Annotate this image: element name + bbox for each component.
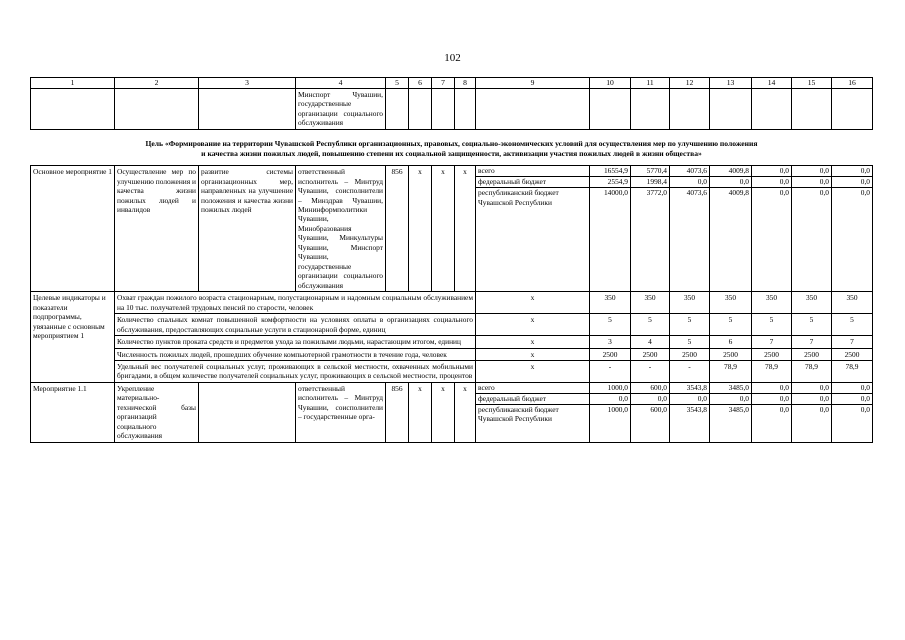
event-description: Осуществление мер по улучшению положения и качества жизни пожилых людей и инвалидов (115, 166, 199, 292)
column-number: 6 (409, 78, 432, 89)
column-number: 3 (199, 78, 296, 89)
indicator-value: 5 (792, 314, 832, 336)
column-number: 13 (710, 78, 752, 89)
indicator-value: 6 (710, 336, 752, 348)
indicator-value: 350 (792, 292, 832, 314)
indicator-row (31, 361, 873, 383)
indicator-value: 7 (832, 336, 873, 348)
funding-values (752, 166, 792, 292)
budget-code: 856 (386, 166, 409, 292)
funding-source: республиканский бюджет Чувашской Республики (478, 404, 559, 424)
indicator-value: 3 (590, 336, 631, 348)
funding-value: 0,0 (832, 166, 872, 177)
funding-value: 16554,9 (590, 166, 630, 177)
funding-value: 0,0 (792, 394, 831, 405)
event-description: Укрепление материально-технической базы организаций социального обслуживания (115, 382, 199, 442)
funding-value: 4009,8 (710, 166, 751, 177)
indicator-value: 5 (670, 336, 710, 348)
funding-value: 0,0 (752, 383, 791, 394)
funding-value: 600,0 (650, 404, 667, 414)
indicator-value: 350 (710, 292, 752, 314)
event-name: Мероприятие 1.1 (31, 382, 115, 442)
indicator-mark: x (476, 292, 590, 314)
funding-value: 0,0 (670, 394, 709, 405)
indicator-value: 350 (670, 292, 710, 314)
code-mark: x (409, 382, 432, 442)
funding-sources (476, 382, 590, 442)
column-number: 12 (670, 78, 710, 89)
funding-values (670, 382, 710, 442)
funding-value: 0,0 (631, 394, 669, 405)
indicator-mark: x (476, 314, 590, 336)
indicator-row (31, 314, 873, 336)
column-number: 1 (31, 78, 115, 89)
funding-values (631, 166, 670, 292)
funding-value: 0,0 (752, 177, 791, 188)
column-number: 5 (386, 78, 409, 89)
column-number: 14 (752, 78, 792, 89)
column-number: 7 (432, 78, 455, 89)
goal-line-2: и качества жизни пожилых людей, повышению степени их социальной защищенности, активизации участия пожилых людей в жизни общества» (201, 148, 702, 158)
indicator-value: 350 (631, 292, 670, 314)
page-number: 102 (444, 52, 461, 64)
event-executors: ответственный исполнитель – Минтруд Чувашии, соисполнители – Минздрав Чувашии, Мининформполитики Чувашии, Минобразования Чувашии, Минкультуры Чувашии, Минспорт Чувашии, государственные организации социального обслуживания (296, 166, 386, 292)
indicator-value: 7 (792, 336, 832, 348)
indicator-value: 5 (670, 314, 710, 336)
goal-row (31, 129, 873, 166)
funding-value: 3485,0 (710, 383, 751, 394)
funding-value: 3485,0 (728, 404, 749, 414)
indicator-value: 350 (752, 292, 792, 314)
column-number: 15 (792, 78, 832, 89)
indicator-mark: x (476, 336, 590, 348)
funding-value: 1000,0 (607, 404, 628, 414)
indicator-value: - (670, 361, 710, 383)
goal-line-1: Цель «Формирование на территории Чувашской Республики организационных, правовых, социально-экономических условий для осуществления мер по улучшению положения (145, 138, 758, 148)
indicator-value: 78,9 (832, 361, 873, 383)
funding-source: всего (476, 383, 589, 394)
event-1-1-row (31, 382, 873, 442)
program-table (30, 77, 873, 443)
indicator-text: Количество пунктов проката средств и предметов ухода за пожилыми людьми, нарастающим итогом, единиц (115, 336, 476, 348)
indicator-value: 5 (752, 314, 792, 336)
indicator-text: Количество спальных комнат повышенной комфортности на условиях оплаты в организациях социального обслуживания, предоставляющих социальные услуги в стационарной форме, единиц (115, 314, 476, 336)
funding-values (752, 382, 792, 442)
indicator-value: 2500 (590, 348, 631, 360)
indicator-value: 2500 (792, 348, 832, 360)
funding-values (710, 166, 752, 292)
column-number: 10 (590, 78, 631, 89)
indicator-value: 2500 (752, 348, 792, 360)
funding-value: 0,0 (860, 404, 870, 414)
column-number: 11 (631, 78, 670, 89)
indicator-mark: x (476, 361, 590, 383)
funding-value: 3543,8 (686, 404, 707, 414)
funding-value: 0,0 (710, 394, 751, 405)
funding-value: 4073,6 (670, 166, 709, 177)
indicator-value: 350 (590, 292, 631, 314)
funding-value: 1000,0 (590, 383, 630, 394)
funding-value: 5770,4 (631, 166, 669, 177)
funding-value: 0,0 (779, 404, 789, 414)
column-number: 2 (115, 78, 199, 89)
funding-value: 0,0 (819, 404, 829, 414)
event-direction: развитие системы организационных мер, направленных на улучшение положения и качества жизни пожилых людей (199, 166, 296, 292)
event-executors: ответственный исполнитель – Минтруд Чувашии, соисполнители – государственные орга- (296, 382, 386, 442)
funding-source: федеральный бюджет (476, 394, 589, 405)
event-name: Основное мероприятие 1 (31, 166, 115, 292)
indicator-row (31, 336, 873, 348)
funding-values (631, 382, 670, 442)
budget-code: 856 (386, 382, 409, 442)
indicator-value: 78,9 (710, 361, 752, 383)
funding-value: 0,0 (792, 177, 831, 188)
column-number: 8 (455, 78, 476, 89)
indicator-value: 7 (752, 336, 792, 348)
funding-source: федеральный бюджет (476, 177, 589, 188)
funding-source: всего (476, 166, 589, 177)
code-mark: x (432, 382, 455, 442)
funding-value: 0,0 (832, 383, 872, 394)
funding-value: 1998,4 (631, 177, 669, 188)
indicator-text: Удельный вес получателей социальных услуг, проживающих в сельской местности, охваченных мобильными бригадами, в общем количестве получателей социальных услуг, проживающих в сельской местности, процентов (115, 361, 476, 383)
code-mark: x (455, 166, 476, 292)
column-number: 16 (832, 78, 873, 89)
indicator-value: 5 (832, 314, 873, 336)
indicator-value: 2500 (670, 348, 710, 360)
event-direction (199, 382, 296, 442)
indicator-value: 2500 (832, 348, 873, 360)
funding-sources (476, 166, 590, 292)
funding-values (710, 382, 752, 442)
funding-value: 0,0 (860, 188, 870, 198)
funding-value: 0,0 (752, 166, 791, 177)
funding-value: 0,0 (792, 383, 831, 394)
indicator-mark: x (476, 348, 590, 360)
indicator-text: Численность пожилых людей, прошедших обучение компьютерной грамотности в течение года, человек (115, 348, 476, 360)
funding-value: 0,0 (710, 177, 751, 188)
indicator-row (31, 292, 873, 314)
indicator-value: 5 (710, 314, 752, 336)
main-event-row (31, 166, 873, 292)
column-number: 9 (476, 78, 590, 89)
funding-value: 0,0 (832, 177, 872, 188)
funding-value: 4073,6 (686, 188, 707, 198)
funding-values (792, 382, 832, 442)
code-mark: x (432, 166, 455, 292)
indicator-value: - (631, 361, 670, 383)
funding-value: 0,0 (752, 394, 791, 405)
funding-source: республиканский бюджет Чувашской Республики (478, 188, 559, 207)
funding-value: 600,0 (631, 383, 669, 394)
funding-values (832, 166, 873, 292)
funding-value: 3772,0 (646, 188, 667, 198)
funding-value: 4009,8 (728, 188, 749, 198)
funding-value: 14000,0 (603, 188, 628, 198)
indicator-text: Охват граждан пожилого возраста стационарным, полустационарным и надомным социальным обслуживанием на 10 тыс. получателей трудовых пенсий по старости, человек (115, 292, 476, 314)
funding-value: 0,0 (832, 394, 872, 405)
indicator-value: 5 (631, 314, 670, 336)
continuation-row (31, 88, 873, 129)
funding-values (590, 166, 631, 292)
indicator-row (31, 348, 873, 360)
indicator-value: 5 (590, 314, 631, 336)
indicator-value: - (590, 361, 631, 383)
funding-value: 3543,8 (670, 383, 709, 394)
funding-value: 0,0 (670, 177, 709, 188)
indicator-value: 2500 (710, 348, 752, 360)
column-numbers-row (31, 78, 873, 89)
funding-value: 0,0 (590, 394, 630, 405)
funding-values (670, 166, 710, 292)
indicator-value: 78,9 (752, 361, 792, 383)
indicator-value: 78,9 (792, 361, 832, 383)
funding-value: 0,0 (792, 166, 831, 177)
funding-values (590, 382, 631, 442)
goal-heading (31, 129, 873, 166)
code-mark: x (409, 166, 432, 292)
funding-values (792, 166, 832, 292)
funding-values (832, 382, 873, 442)
funding-value: 0,0 (819, 188, 829, 198)
code-mark: x (455, 382, 476, 442)
executors-cell: Минспорт Чувашии, государственные организации социального обслуживания (296, 88, 386, 129)
column-number: 4 (296, 78, 386, 89)
indicator-value: 2500 (631, 348, 670, 360)
indicators-label: Целевые индикаторы и показатели подпрограммы, увязанные с основным мероприятием 1 (31, 292, 115, 383)
funding-value: 0,0 (779, 188, 789, 198)
funding-value: 2554,9 (590, 177, 630, 188)
indicator-value: 4 (631, 336, 670, 348)
indicator-value: 350 (832, 292, 873, 314)
